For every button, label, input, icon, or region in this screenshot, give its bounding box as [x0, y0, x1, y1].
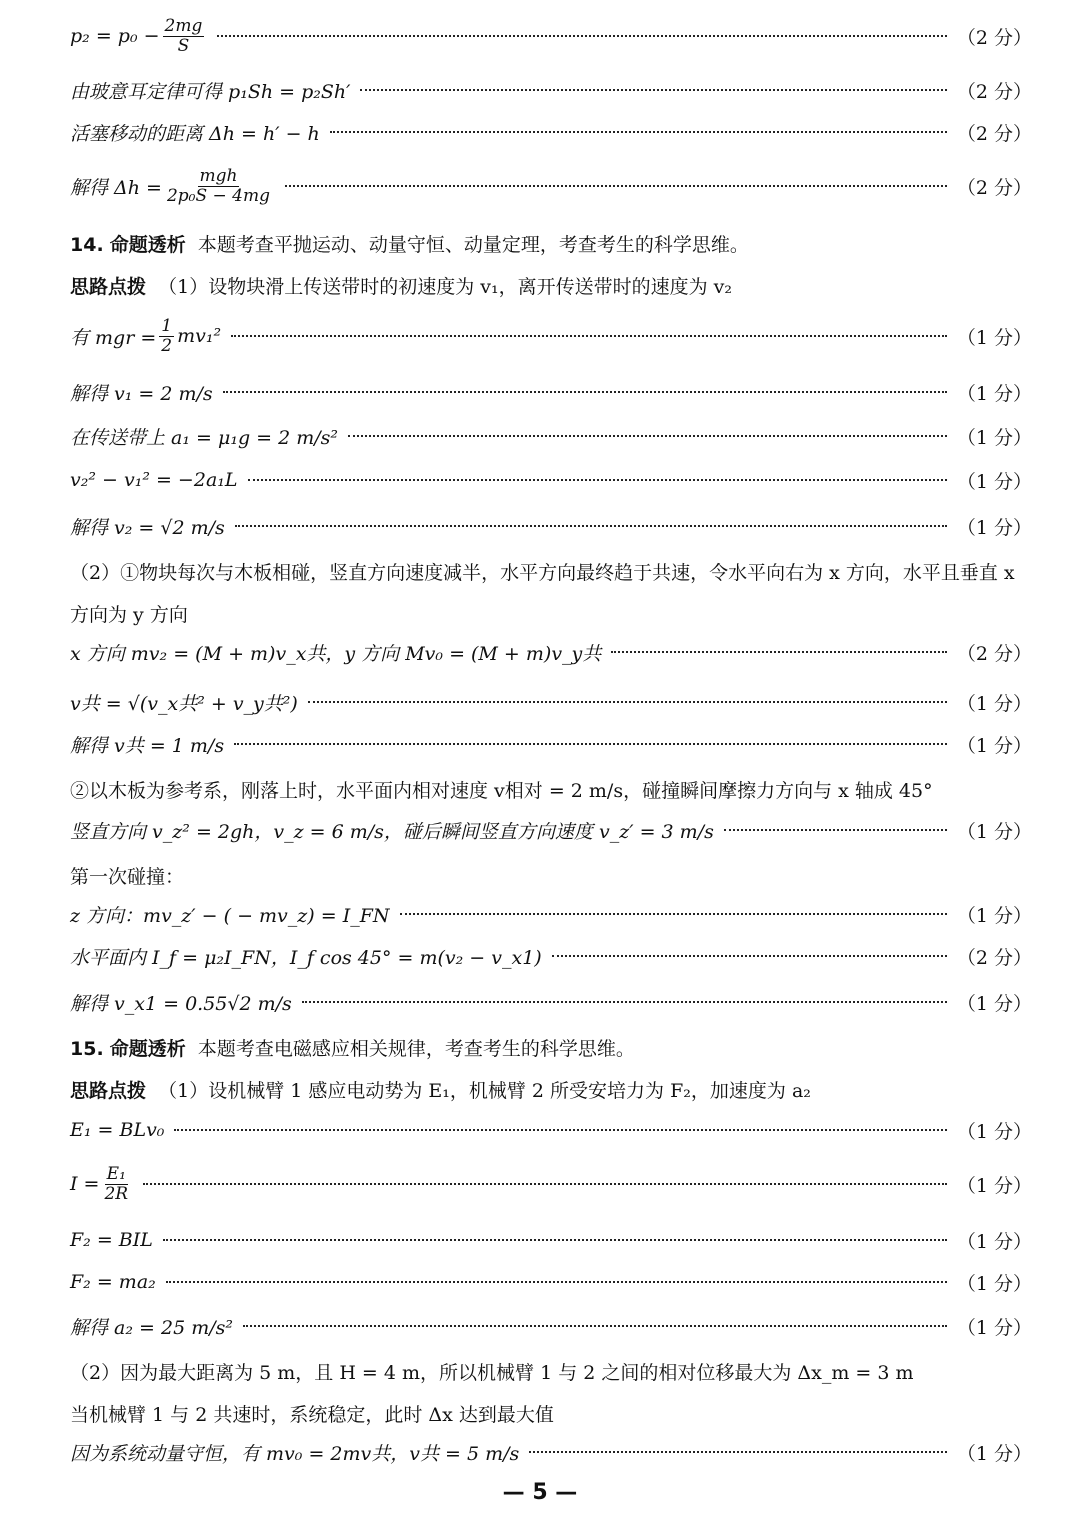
formula: 解得 v_x1 = 0.55√2 m/s: [70, 992, 292, 1015]
solution-line: [70, 1262, 1032, 1302]
dot-leader: [231, 335, 947, 337]
score: （1 分）: [956, 1120, 1032, 1143]
section-label: 命题透析: [109, 234, 186, 256]
dot-leader: [552, 955, 947, 957]
score: （2 分）: [956, 122, 1032, 145]
solution-line: [70, 1110, 1032, 1150]
formula: 解得 v₁ = 2 m/s: [70, 382, 213, 405]
q15-title: [70, 1034, 635, 1061]
dot-leader: [611, 651, 947, 653]
solution-line: [70, 682, 1032, 722]
paragraph: 第一次碰撞：: [70, 866, 185, 888]
q14-hint: [70, 272, 732, 299]
formula: [70, 1165, 133, 1204]
formula: 解得 a₂ = 25 m/s²: [70, 1316, 233, 1339]
formula: [70, 17, 207, 56]
dot-leader: [360, 89, 946, 91]
formula: [70, 167, 275, 206]
denominator: S: [177, 35, 190, 56]
formula: E₁ = BLv₀: [70, 1119, 165, 1141]
score: （2 分）: [956, 80, 1032, 103]
formula: [70, 317, 221, 356]
formula: 由玻意耳定律可得 p₁Sh = p₂Sh′: [70, 80, 351, 103]
score: （1 分）: [956, 1174, 1032, 1197]
dot-leader: [529, 1451, 947, 1453]
score: （1 分）: [956, 1272, 1032, 1295]
q14-title: [70, 230, 749, 257]
formula: 解得 v₂ = √2 m/s: [70, 516, 225, 539]
score: （1 分）: [956, 426, 1032, 449]
dot-leader: [248, 479, 947, 481]
fraction: [159, 317, 174, 356]
section-text: 本题考查电磁感应相关规律，考查考生的科学思维。: [197, 1038, 635, 1060]
fraction: [163, 17, 205, 56]
formula: v₂² − v₁² = −2a₁L: [70, 469, 238, 491]
solution-line: [70, 982, 1032, 1022]
denominator: 2: [161, 335, 173, 356]
score: （1 分）: [956, 470, 1032, 493]
paragraph: ②以木板为参考系，刚落上时，水平面内相对速度 v相对 = 2 m/s，碰撞瞬间摩擦力方向与 x 轴成 45°: [70, 780, 933, 802]
formula: z 方向：mv_z′ − ( − mv_z) = I_FN: [70, 904, 390, 927]
solution-line: [70, 460, 1032, 500]
solution-line: [70, 894, 1032, 934]
section-text: （1）设机械臂 1 感应电动势为 E₁，机械臂 2 所受安培力为 F₂，加速度为 a₂: [158, 1080, 811, 1102]
solution-line: [70, 70, 1032, 110]
dot-leader: [143, 1183, 947, 1185]
formula-text: 有 mgr =: [70, 326, 157, 349]
formula: 活塞移动的距离 Δh = h′ − h: [70, 122, 320, 145]
score: （1 分）: [956, 692, 1032, 715]
dot-leader: [302, 1001, 947, 1003]
numerator: 2mg: [164, 15, 203, 36]
solution-line: [70, 372, 1032, 412]
dot-leader: [400, 913, 947, 915]
numerator: mgh: [199, 165, 238, 186]
dot-leader: [223, 391, 947, 393]
dot-leader: [308, 701, 947, 703]
formula-text: p₂ = p₀ −: [70, 25, 160, 47]
solution-line: [70, 1306, 1032, 1346]
score: （1 分）: [956, 1230, 1032, 1253]
score: （1 分）: [956, 820, 1032, 843]
dot-leader: [166, 1281, 947, 1283]
formula: 竖直方向 v_z² = 2gh，v_z = 6 m/s，碰后瞬间竖直方向速度 v_z′ = 3 m/s: [70, 820, 714, 843]
dot-leader: [243, 1325, 947, 1327]
formula-text: 解得 Δh =: [70, 176, 162, 199]
fraction: [102, 1165, 130, 1204]
dot-leader: [724, 829, 947, 831]
formula: 解得 v共 = 1 m/s: [70, 734, 225, 757]
dot-leader: [235, 525, 947, 527]
formula-text: I =: [70, 1173, 100, 1195]
paragraph: 当机械臂 1 与 2 共速时，系统稳定，此时 Δx 达到最大值: [70, 1404, 554, 1426]
dot-leader: [163, 1239, 947, 1241]
formula: v共 = √(v_x共² + v_y共²): [70, 692, 298, 715]
formula-text: mv₁²: [177, 325, 222, 347]
fraction: [165, 167, 272, 206]
score: （1 分）: [956, 992, 1032, 1015]
score: （2 分）: [956, 176, 1032, 199]
dot-leader: [330, 131, 947, 133]
solution-line: [70, 112, 1032, 152]
formula: 水平面内 I_f = μ₂I_FN，I_f cos 45° = m(v₂ − v_x1): [70, 946, 542, 969]
score: （1 分）: [956, 326, 1032, 349]
score: （1 分）: [956, 516, 1032, 539]
solution-line: [70, 316, 1032, 356]
solution-line: [70, 166, 1032, 206]
section-label: 思路点拨: [70, 1080, 147, 1102]
solution-line: [70, 1164, 1032, 1204]
dot-leader: [285, 185, 947, 187]
formula: F₂ = ma₂: [70, 1271, 156, 1293]
denominator: 2R: [104, 1183, 129, 1204]
score: （2 分）: [956, 26, 1032, 49]
dot-leader: [348, 435, 947, 437]
solution-line: [70, 1432, 1032, 1472]
formula: x 方向 mv₂ = (M + m)v_x共，y 方向 Mv₀ = (M + m)v_y共: [70, 642, 602, 665]
solution-line: [70, 936, 1032, 976]
score: （1 分）: [956, 1442, 1032, 1465]
score: （2 分）: [956, 642, 1032, 665]
formula: F₂ = BIL: [70, 1229, 153, 1251]
paragraph: 方向为 y 方向: [70, 604, 188, 626]
dot-leader: [234, 743, 947, 745]
score: （1 分）: [956, 1316, 1032, 1339]
score: （1 分）: [956, 904, 1032, 927]
q15-hint: [70, 1076, 811, 1103]
formula: 因为系统动量守恒，有 mv₀ = 2mv共，v共 = 5 m/s: [70, 1442, 520, 1465]
numerator: 1: [161, 315, 173, 336]
solution-line: [70, 810, 1032, 850]
solution-line: [70, 724, 1032, 764]
solution-line: [70, 506, 1032, 546]
paragraph: （2）因为最大距离为 5 m，且 H = 4 m，所以机械臂 1 与 2 之间的相对位移最大为 Δx_m = 3 m: [70, 1362, 914, 1384]
paragraph: （2）①物块每次与木板相碰，竖直方向速度减半，水平方向最终趋于共速，令水平向右为 x 方向，水平且垂直 x: [70, 562, 1015, 584]
solution-line: [70, 416, 1032, 456]
solution-line: [70, 1220, 1032, 1260]
numerator: E₁: [106, 1163, 126, 1184]
score: （1 分）: [956, 734, 1032, 757]
solution-line: [70, 16, 1032, 56]
solution-line: [70, 632, 1032, 672]
section-label: 命题透析: [109, 1038, 186, 1060]
score: （2 分）: [956, 946, 1032, 969]
page-number: — 5 —: [502, 1480, 578, 1505]
question-number: 15.: [70, 1038, 104, 1060]
formula: 在传送带上 a₁ = μ₁g = 2 m/s²: [70, 426, 339, 449]
dot-leader: [174, 1129, 946, 1131]
score: （1 分）: [956, 382, 1032, 405]
question-number: 14.: [70, 234, 104, 256]
section-label: 思路点拨: [70, 276, 147, 298]
denominator: 2p₀S − 4mg: [166, 185, 270, 206]
section-text: （1）设物块滑上传送带时的初速度为 v₁，离开传送带时的速度为 v₂: [158, 276, 732, 298]
dot-leader: [217, 35, 947, 37]
section-text: 本题考查平抛运动、动量守恒、动量定理，考查考生的科学思维。: [197, 234, 749, 256]
